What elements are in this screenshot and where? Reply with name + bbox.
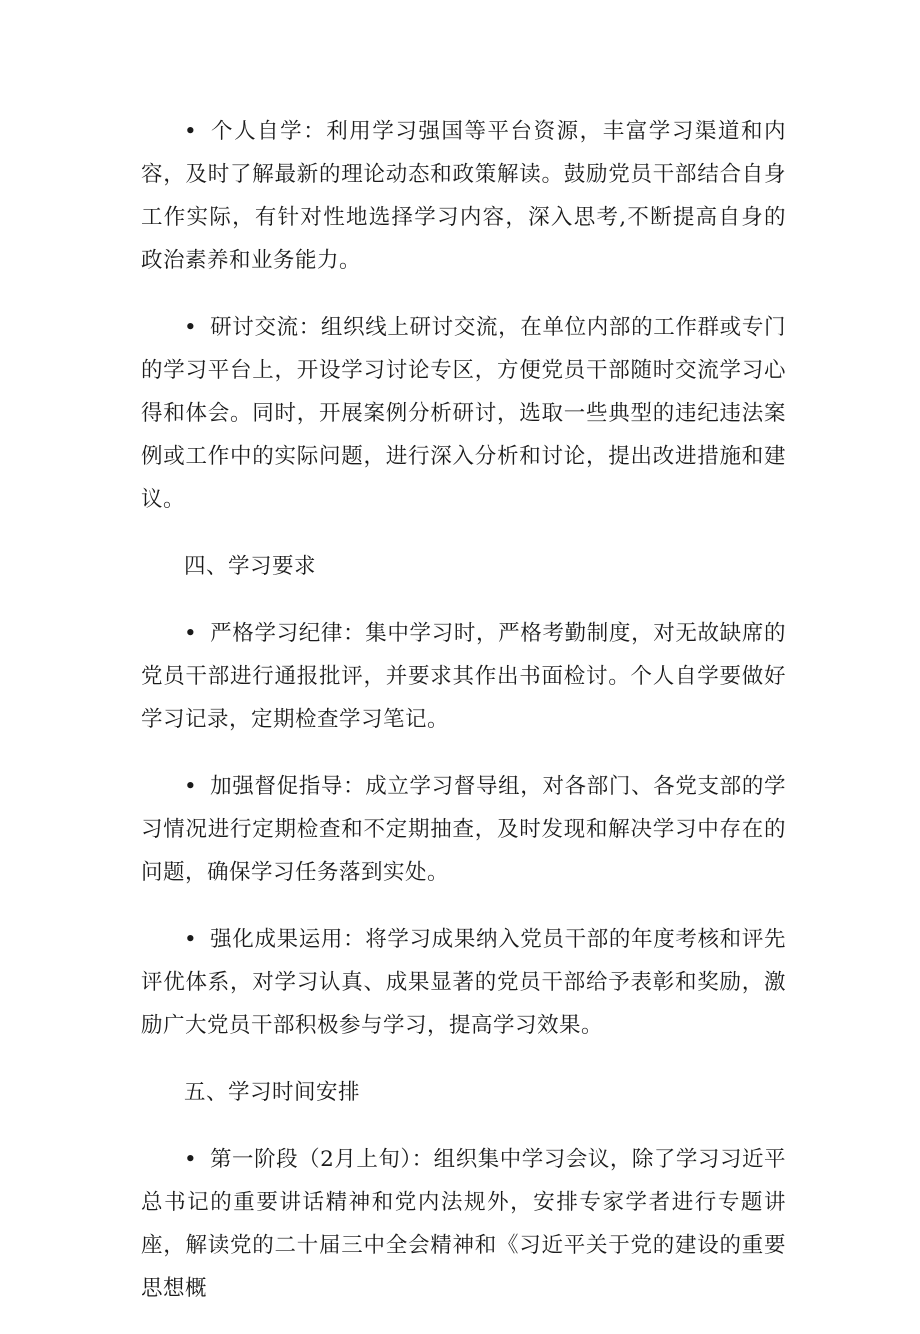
paragraph-text: 加强督促指导：成立学习督导组，对各部门、各党支部的学习情况进行定期检查和不定期抽查，及时发现和解决学习中存在的问题，确保学习任务落到实处。: [141, 774, 786, 885]
bullet-icon: •: [184, 774, 198, 799]
bullet-icon: •: [184, 315, 198, 340]
paragraph-text: 严格学习纪律：集中学习时，严格考勤制度，对无故缺席的党员干部进行通报批评，并要求其作出书面检讨。个人自学要做好学习记录，定期检查学习笔记。: [141, 621, 786, 732]
bullet-paragraph-discussion: [141, 306, 786, 521]
paragraph-text: 研讨交流：组织线上研讨交流，在单位内部的工作群或专门的学习平台上，开设学习讨论专区，方便党员干部随时交流学习心得和体会。同时，开展案例分析研讨，选取一些典型的违纪违法案例或工作中的实际问题，进行深入分析和讨论，提出改进措施和建议。: [141, 315, 786, 512]
bullet-paragraph-phase-one: [141, 1138, 786, 1310]
bullet-paragraph-results: [141, 918, 786, 1047]
section-heading-schedule: 五、学习时间安排: [184, 1080, 361, 1105]
paragraph-text: 强化成果运用：将学习成果纳入党员干部的年度考核和评先评优体系，对学习认真、成果显著的党员干部给予表彰和奖励，激励广大党员干部积极参与学习，提高学习效果。: [141, 927, 786, 1038]
document-body: [141, 110, 786, 1334]
bullet-icon: •: [184, 927, 198, 952]
section-heading-requirements: 四、学习要求: [184, 554, 317, 579]
bullet-paragraph-discipline: [141, 612, 786, 741]
paragraph-text: 第一阶段（2月上旬）：组织集中学习会议，除了学习习近平总书记的重要讲话精神和党内法规外，安排专家学者进行专题讲座，解读党的二十届三中全会精神和《习近平关于党的建设的重要思想概: [141, 1147, 786, 1301]
bullet-icon: •: [184, 1147, 198, 1172]
bullet-paragraph-supervision: [141, 765, 786, 894]
paragraph-text: 个人自学：利用学习强国等平台资源，丰富学习渠道和内容，及时了解最新的理论动态和政策解读。鼓励党员干部结合自身工作实际，有针对性地选择学习内容，深入思考,不断提高自身的政治素养和业务能力。: [141, 119, 786, 273]
bullet-icon: •: [184, 119, 198, 144]
bullet-icon: •: [184, 621, 198, 646]
bullet-paragraph-self-study: [141, 110, 786, 282]
